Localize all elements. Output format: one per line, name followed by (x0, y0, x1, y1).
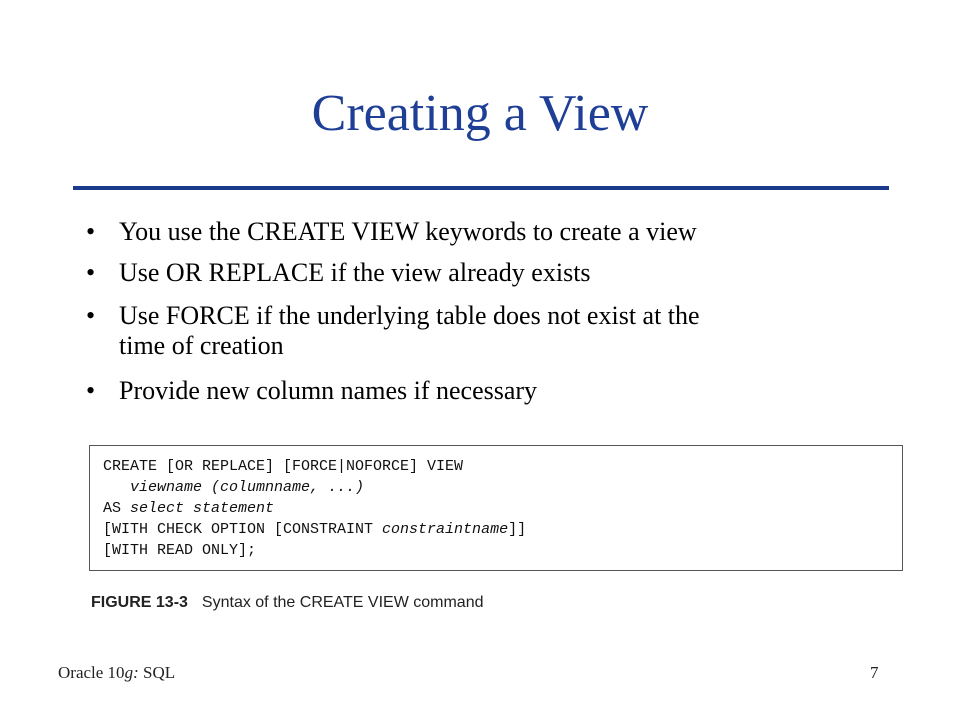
code-keyword: AS (103, 500, 131, 517)
code-line (103, 541, 256, 561)
bullet-text-line: time of creation (119, 331, 284, 360)
figure-caption-text: Syntax of the CREATE VIEW command (201, 594, 484, 611)
slide-title: Creating a View (311, 85, 649, 142)
syntax-code-box (89, 445, 903, 571)
bullet-dot: • (86, 376, 96, 405)
figure-caption (91, 594, 484, 612)
code-text: [WITH READ ONLY]; (103, 542, 257, 559)
footer-text: SQL (138, 663, 176, 682)
bullet-text: Use OR REPLACE if the view already exists (119, 258, 591, 287)
code-line (103, 478, 364, 498)
code-placeholder: constraintname (382, 521, 509, 538)
figure-label: FIGURE 13-3 (91, 594, 188, 611)
title-divider (73, 186, 889, 190)
code-text: CREATE [OR REPLACE] [FORCE|NOFORCE] VIEW (103, 458, 464, 475)
code-text: [WITH CHECK OPTION [CONSTRAINT (103, 521, 383, 538)
bullet-dot: • (86, 301, 96, 330)
code-indent (103, 479, 130, 496)
bullet-dot: • (86, 258, 96, 287)
bullet-text: You use the CREATE VIEW keywords to create a view (119, 217, 697, 246)
bullet-text-line: Use FORCE if the underlying table does not exist at the (119, 301, 700, 330)
code-text: ]] (508, 521, 527, 538)
code-placeholder: select statement (130, 500, 275, 517)
code-line (103, 520, 526, 540)
page-number: 7 (870, 663, 879, 682)
footer-text-italic: g: (124, 663, 139, 682)
code-line (103, 457, 463, 477)
footer-course-title (58, 663, 175, 683)
bullet-text: Provide new column names if necessary (119, 376, 538, 405)
code-placeholder: viewname (130, 479, 203, 496)
code-text: (columnname, ...) (202, 479, 365, 496)
footer-text: Oracle 10 (58, 663, 125, 682)
code-line (103, 499, 274, 519)
bullet-dot: • (86, 217, 96, 246)
bullet-text (119, 301, 859, 361)
